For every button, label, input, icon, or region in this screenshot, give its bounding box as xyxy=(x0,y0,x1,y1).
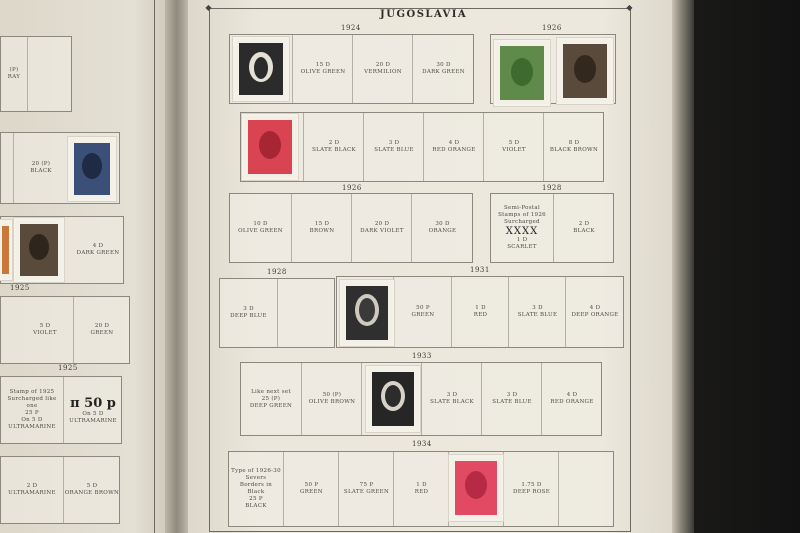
left-album-page: (P) RAY 20 (P) BLACK 4 D DARK GREEN 1925 5 D VIOLET 20 D GREEN 1925 Stamp of 1925 Surcharged like one 25 P On 5 D ULTRAMARINE п 50 р On 5 D ULTRAMARINE 2 D ULTRAMARINE 5 D ORANGE BROWN xyxy=(0,0,168,533)
stamp-red-king xyxy=(242,114,298,180)
row-1928-deep-blue: 3 D DEEP BLUE xyxy=(219,278,335,348)
corner-ornament-tl: ◆ xyxy=(205,3,212,12)
stamp-black-king-1931 xyxy=(340,280,394,346)
left-box-6: 2 D ULTRAMARINE 5 D ORANGE BROWN xyxy=(0,456,120,524)
left-box-4: 5 D VIOLET 20 D GREEN xyxy=(0,296,130,364)
stamp-green-king xyxy=(494,40,550,106)
stamp-blue-king xyxy=(68,137,116,201)
stamp-brown-king xyxy=(14,218,64,282)
row-1928-semipostal: Semi-Postal Stamps of 1926 Surcharged XXXX 1 D SCARLET 2 D BLACK xyxy=(490,193,614,263)
row-1933: Like next set 25 (P) DEEP GREEN 50 (P) OLIVE BROWN 3 D SLATE BLACK 3 D SLATE BLUE 4 D RED ORANGE xyxy=(240,362,602,436)
left-box-2: 20 (P) BLACK xyxy=(0,132,120,204)
row-1926-second: 2 D SLATE BLACK 3 D SLATE BLUE 4 D RED ORANGE 5 D VIOLET 8 D BLACK BROWN xyxy=(240,112,604,182)
row-1931: 50 P GREEN 1 D RED 3 D SLATE BLUE 4 D DEEP ORANGE xyxy=(336,276,624,348)
left-box-3: 4 D DARK GREEN xyxy=(0,216,124,284)
stamp-black-king-1924 xyxy=(233,37,289,101)
left-box-1: (P) RAY xyxy=(0,36,72,112)
stamp-rose-king-1934 xyxy=(449,455,503,521)
row-1934: Type of 1926-30 Severs Borders in Black 25 P BLACK 50 P GREEN 75 P SLATE GREEN 1 D RED 1.75 D DEEP ROSE xyxy=(228,451,614,527)
page-edge-shadow xyxy=(672,0,694,533)
page-title: JUGOSLAVIA xyxy=(380,9,468,20)
row-1926-third: 10 D OLIVE GREEN 15 D BROWN 20 D DARK VIOLET 30 D ORANGE xyxy=(229,193,473,263)
row-1924: 15 D OLIVE GREEN 20 D VERMILION 30 D DARK GREEN xyxy=(229,34,474,104)
stamp-brown-king-1926 xyxy=(557,38,613,104)
corner-ornament-tr: ◆ xyxy=(626,3,633,12)
stamp-black-king-1933 xyxy=(366,366,420,432)
stamp-orange-partial xyxy=(0,220,12,280)
left-box-5: Stamp of 1925 Surcharged like one 25 P On 5 D ULTRAMARINE п 50 р On 5 D ULTRAMARINE xyxy=(0,376,122,444)
